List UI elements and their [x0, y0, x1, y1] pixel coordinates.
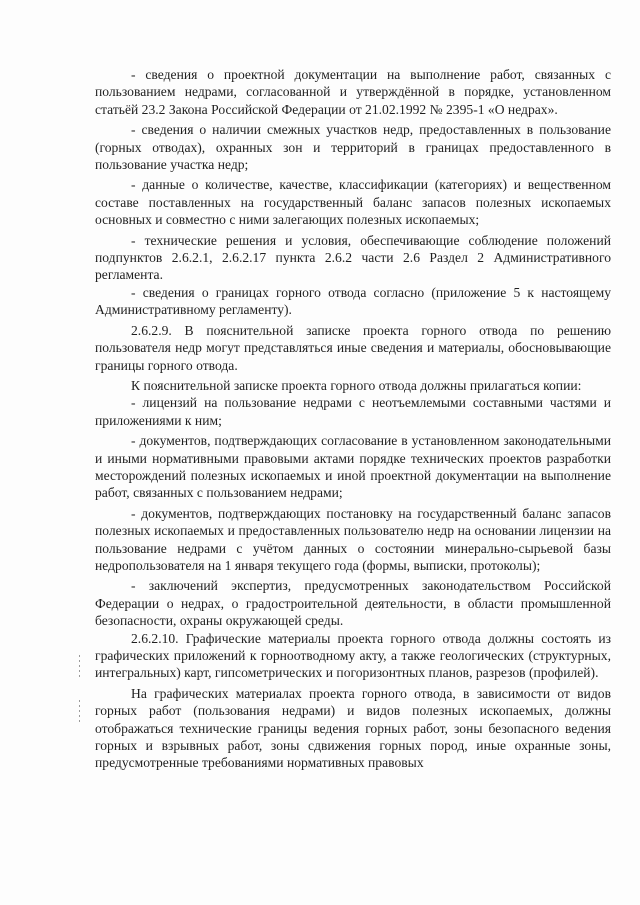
scan-margin-mark	[79, 700, 80, 722]
paragraph-graphic-materials: На графических материалах проекта горного отвода, в зависимости от видов горных работ (пользования недрами) и видов полезных ископаемых, должны отображаться технические границы ведения горных работ, зоны безопасного ведения горных и взрывных работ, зоны сдвижения горных пород, иные охранные зоны, предусмотренные требованиями нормативных правовых	[95, 685, 611, 771]
paragraph-balance-docs: - документов, подтверждающих постановку на государственный баланс запасов полезных ископаемых и предоставленных пользователю недр на основании лицензии на пользование недрами с учётом данных о состоянии минерально-сырьевой базы недропользователя на 1 января текущего года (формы, выписки, протоколы);	[95, 505, 611, 573]
paragraph-licenses: - лицензий на пользование недрами с неотъемлемыми составными частями и приложениями к ним;	[95, 395, 611, 428]
paragraph-allotment-boundaries: - сведения о границах горного отвода согласно (приложение 5 к настоящему Административному регламенту).	[95, 284, 611, 318]
paragraph-approval-docs: - документов, подтверждающих согласование в установленном законодательными и иными нормативными правовыми актами порядке технических проектов разработки месторождений полезных ископаемых и иной проектной документации на выполнение работ, связанных с пользованием недрами;	[95, 433, 611, 501]
scan-margin-mark	[79, 655, 80, 677]
paragraph-expertise: - заключений экспертиз, предусмотренных законодательством Российской Федерации о недрах, о градостроительной деятельности, в области промышленной безопасности, охраны окружающей среды.	[95, 578, 611, 629]
paragraph-2-6-2-10: 2.6.2.10. Графические материалы проекта горного отвода должны состоять из графических приложений к горноотводному акту, а также геологических (структурных, интегральных) карт, гипсометрических и погоризонтных планов, разрезов (профилей).	[95, 630, 611, 681]
paragraph-technical-solutions: - технические решения и условия, обеспечивающие соблюдение положений подпунктов 2.6.2.1, 2.6.2.17 пункта 2.6.2 части 2.6 Раздел 2 Административного регламента.	[95, 232, 611, 283]
paragraph-2-6-2-9: 2.6.2.9. В пояснительной записке проекта горного отвода по решению пользователя недр могут представляться иные сведения и материалы, обосновывающие границы горного отвода.	[95, 322, 611, 373]
document-body	[95, 66, 611, 772]
paragraph-project-docs: - сведения о проектной документации на выполнение работ, связанных с пользованием недрами, согласованной и утверждённой в порядке, установленном статьёй 23.2 Закона Российской Федерации от 21.02.1992 № 2395-1 «О недрах».	[95, 67, 611, 117]
paragraph-adjacent-plots: - сведения о наличии смежных участков недр, предоставленных в пользование (горных отводах), охранных зон и территорий в границах предоставленного в пользование участка недр;	[95, 122, 611, 173]
paragraph-copies-intro: К пояснительной записке проекта горного отвода должны прилагаться копии:	[131, 377, 582, 393]
paragraph-reserves-data: - данные о количестве, качестве, классификации (категориях) и вещественном составе поставленных на государственный баланс запасов полезных ископаемых основных и совместно с ними залегающих полезных ископаемых;	[95, 177, 611, 228]
